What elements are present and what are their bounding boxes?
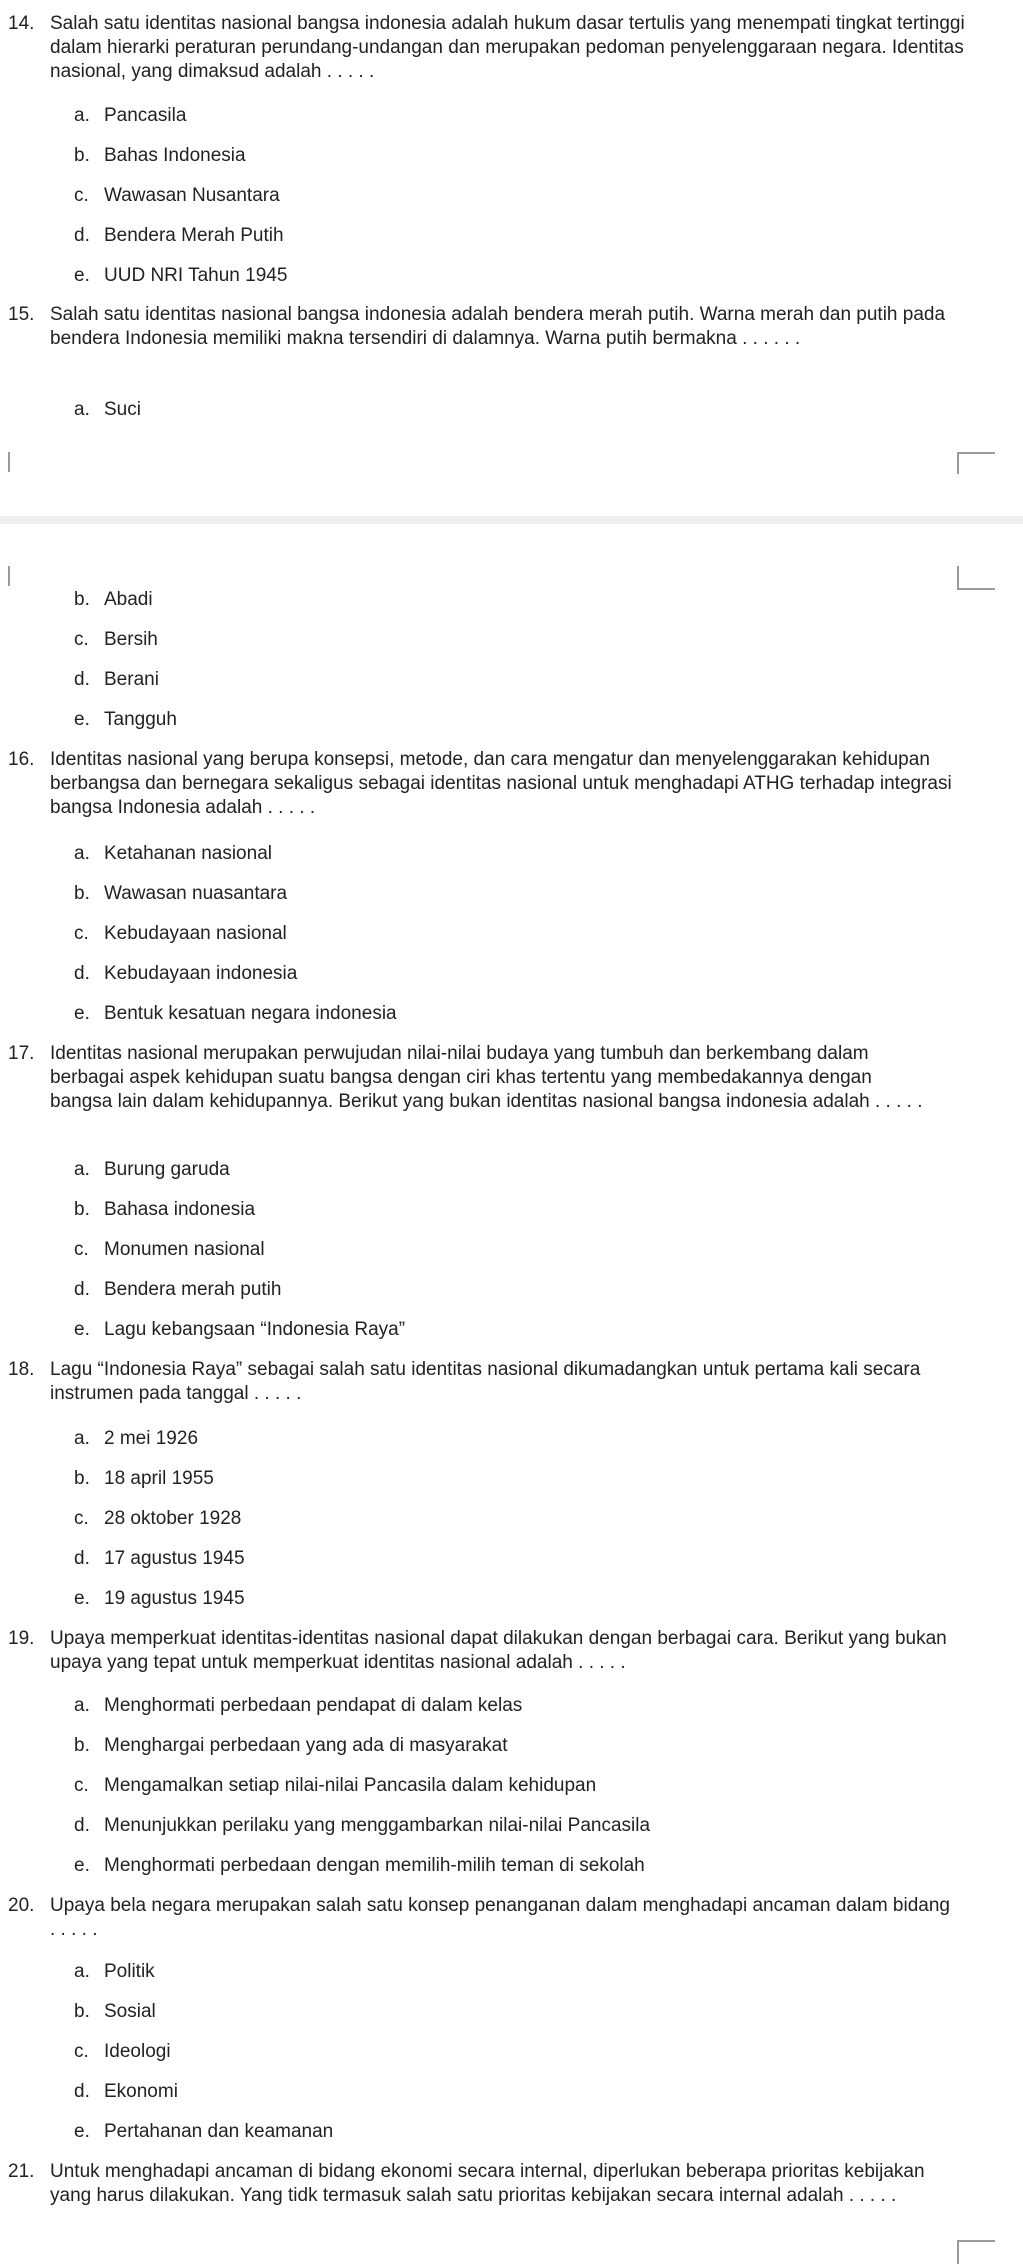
option-b[interactable]: b. Abadi	[74, 589, 153, 610]
option-a[interactable]: a. Pancasila	[74, 105, 187, 126]
option-d[interactable]: d. Bendera Merah Putih	[74, 225, 284, 246]
option-a[interactable]: a. Suci	[74, 399, 141, 420]
crop-corner-left-bottom	[0, 452, 10, 472]
option-d[interactable]: d. Bendera merah putih	[74, 1279, 282, 1300]
question-number: 19.	[8, 1628, 35, 1649]
option-b[interactable]: b. Wawasan nuasantara	[74, 883, 288, 904]
question-text: Lagu “Indonesia Raya” sebagai salah satu identitas nasional dikumadangkan untuk pertama kali secara instrumen pada tanggal . . . . .	[50, 1359, 921, 1404]
crop-corner-right-bottom-2	[957, 2240, 995, 2264]
question-text: Identitas nasional merupakan perwujudan nilai-nilai budaya yang tumbuh dan berkembang dalam berbagai aspek kehidupan suatu bangsa dengan ciri khas tertentu yang membedakannya dengan bangsa lain dalam kehidupannya. Berikut yang bukan identitas nasional bangsa indonesia adalah . . . . .	[50, 1043, 923, 1112]
crop-corner-right-top	[957, 566, 995, 590]
option-b[interactable]: b. Sosial	[74, 2001, 156, 2022]
option-d[interactable]: d. Berani	[74, 669, 159, 690]
crop-corner-right-bottom	[957, 452, 995, 474]
option-d[interactable]: d. Ekonomi	[74, 2081, 178, 2102]
question-text: Salah satu identitas nasional bangsa indonesia adalah bendera merah putih. Warna merah dan putih pada bendera Indonesia memiliki makna tersendiri di dalamnya. Warna putih bermakna . . . . . .	[50, 304, 946, 349]
option-a[interactable]: a. Politik	[74, 1961, 155, 1982]
question-text: Salah satu identitas nasional bangsa indonesia adalah hukum dasar tertulis yang menempati tingkat tertinggi dalam hierarki peraturan perundang-undangan dan merupakan pedoman penyelenggaraan negara. Identitas nasional, yang dimaksud adalah . . . . .	[50, 13, 965, 82]
question-number: 21.	[8, 2161, 35, 2182]
question-text: Upaya memperkuat identitas-identitas nasional dapat dilakukan dengan berbagai cara. Berikut yang bukan upaya yang tepat untuk memperkuat identitas nasional adalah . . . . .	[50, 1628, 947, 1673]
option-e[interactable]: e. Lagu kebangsaan “Indonesia Raya”	[74, 1319, 406, 1340]
option-e[interactable]: e. Pertahanan dan keamanan	[74, 2121, 334, 2142]
question-number: 14.	[8, 13, 35, 34]
crop-corner-left-top	[0, 566, 10, 586]
question-number: 17.	[8, 1043, 35, 1064]
option-b[interactable]: b. Menghargai perbedaan yang ada di masyarakat	[74, 1735, 508, 1756]
question-number: 15.	[8, 304, 35, 325]
option-c[interactable]: c. Ideologi	[74, 2041, 171, 2062]
option-b[interactable]: b. 18 april 1955	[74, 1468, 214, 1489]
option-a[interactable]: a. Burung garuda	[74, 1159, 230, 1180]
option-a[interactable]: a. Ketahanan nasional	[74, 843, 272, 864]
option-b[interactable]: b. Bahas Indonesia	[74, 145, 246, 166]
option-d[interactable]: d. Kebudayaan indonesia	[74, 963, 298, 984]
question-text: Upaya bela negara merupakan salah satu konsep penanganan dalam menghadapi ancaman dalam bidang . . . . .	[50, 1895, 950, 1940]
option-c[interactable]: c. 28 oktober 1928	[74, 1508, 242, 1529]
option-b[interactable]: b. Bahasa indonesia	[74, 1199, 256, 1220]
option-e[interactable]: e. Bentuk kesatuan negara indonesia	[74, 1003, 397, 1024]
option-c[interactable]: c. Mengamalkan setiap nilai-nilai Pancasila dalam kehidupan	[74, 1775, 597, 1796]
question-number: 20.	[8, 1895, 35, 1916]
option-e[interactable]: e. Tangguh	[74, 709, 177, 730]
question-text: Identitas nasional yang berupa konsepsi, metode, dan cara mengatur dan menyelenggarakan kehidupan berbangsa dan bernegara sekaligus sebagai identitas nasional untuk menghadapi ATHG terhadap integrasi bangsa Indonesia adalah . . . . .	[50, 749, 952, 818]
question-number: 18.	[8, 1359, 35, 1380]
option-e[interactable]: e. UUD NRI Tahun 1945	[74, 265, 288, 286]
question-number: 16.	[8, 749, 35, 770]
option-d[interactable]: d. Menunjukkan perilaku yang menggambarkan nilai-nilai Pancasila	[74, 1815, 651, 1836]
option-e[interactable]: e. 19 agustus 1945	[74, 1588, 245, 1609]
option-e[interactable]: e. Menghormati perbedaan dengan memilih-milih teman di sekolah	[74, 1855, 645, 1876]
option-a[interactable]: a. Menghormati perbedaan pendapat di dalam kelas	[74, 1695, 523, 1716]
option-d[interactable]: d. 17 agustus 1945	[74, 1548, 245, 1569]
question-text: Untuk menghadapi ancaman di bidang ekonomi secara internal, diperlukan beberapa prioritas kebijakan yang harus dilakukan. Yang tidk termasuk salah satu prioritas kebijakan secara internal adalah . . . . .	[50, 2161, 925, 2206]
option-c[interactable]: c. Monumen nasional	[74, 1239, 265, 1260]
option-c[interactable]: c. Wawasan Nusantara	[74, 185, 280, 206]
option-a[interactable]: a. 2 mei 1926	[74, 1428, 199, 1449]
option-c[interactable]: c. Bersih	[74, 629, 158, 650]
page-separator	[0, 516, 1023, 524]
option-c[interactable]: c. Kebudayaan nasional	[74, 923, 287, 944]
